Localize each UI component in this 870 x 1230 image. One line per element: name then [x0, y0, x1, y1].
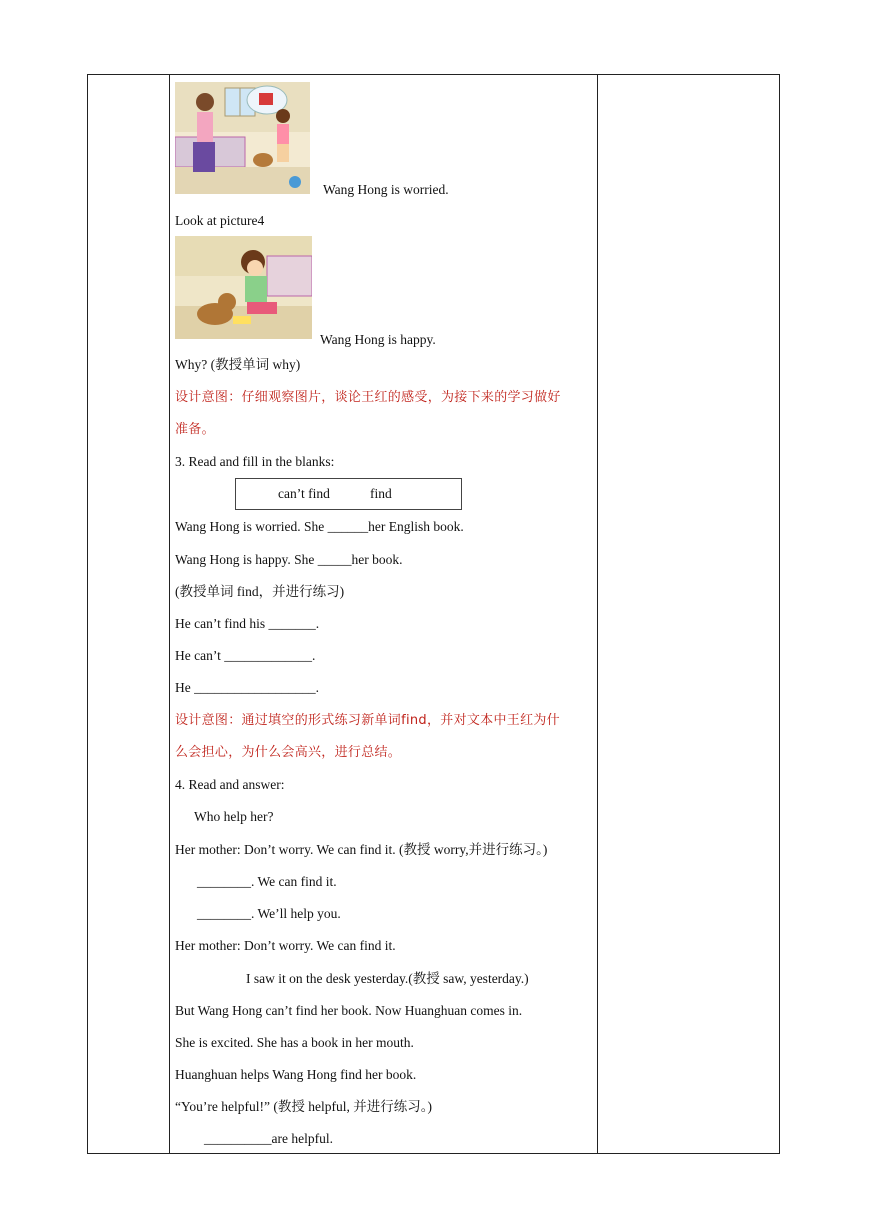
word-box: [235, 478, 462, 510]
task3-heading: 3. Read and fill in the blanks:: [175, 454, 335, 469]
mother-line-1: Her mother: Don’t worry. We can find it. (教授 worry,并进行练习。): [175, 842, 548, 857]
blank-line-2: ________. We’ll help you.: [197, 906, 341, 921]
word-box-option-find: find: [370, 486, 392, 501]
picture4-image: [175, 236, 312, 339]
picture3-image: [175, 82, 310, 194]
picture4-caption: Wang Hong is happy.: [320, 332, 436, 347]
fill-sentence-1: Wang Hong is worried. She ______her English book.: [175, 519, 464, 534]
exercise-1: He can’t find his _______.: [175, 616, 320, 631]
why-line: Why? (教授单词 why): [175, 357, 301, 372]
teach-find-note: (教授单词 find，并进行练习): [175, 584, 345, 599]
exercise-3: He __________________.: [175, 680, 319, 695]
blank-line-1: ________. We can find it.: [197, 874, 337, 889]
look-at-picture4: Look at picture4: [175, 213, 265, 228]
word-box-option-cant-find: can’t find: [278, 486, 330, 501]
excited-line: She is excited. She has a book in her mouth.: [175, 1035, 414, 1050]
fill-sentence-2: Wang Hong is happy. She _____her book.: [175, 552, 403, 567]
design-intent-1-line2: 准备。: [175, 422, 215, 437]
design-intent-2-line1: 设计意图：通过填空的形式练习新单词find，并对文本中王红为什: [175, 713, 560, 728]
but-line: But Wang Hong can’t find her book. Now Huanghuan comes in.: [175, 1003, 523, 1018]
picture3-caption: Wang Hong is worried.: [323, 182, 449, 197]
column-divider-2: [597, 75, 598, 1153]
helpful-line: “You’re helpful!” (教授 helpful, 并进行练习。): [175, 1099, 432, 1114]
design-intent-2-line2: 么会担心，为什么会高兴，进行总结。: [175, 745, 402, 760]
mother-line-2: Her mother: Don’t worry. We can find it.: [175, 938, 396, 953]
column-divider-1: [169, 75, 170, 1153]
helps-line: Huanghuan helps Wang Hong find her book.: [175, 1067, 417, 1082]
design-intent-1-line1: 设计意图：仔细观察图片，谈论王红的感受，为接下来的学习做好: [175, 390, 561, 405]
question-who-help: Who help her?: [194, 809, 274, 824]
blank-line-3: __________are helpful.: [204, 1131, 333, 1146]
exercise-2: He can’t _____________.: [175, 648, 316, 663]
saw-line: I saw it on the desk yesterday.(教授 saw, yesterday.): [246, 971, 529, 986]
task4-heading: 4. Read and answer:: [175, 777, 285, 792]
